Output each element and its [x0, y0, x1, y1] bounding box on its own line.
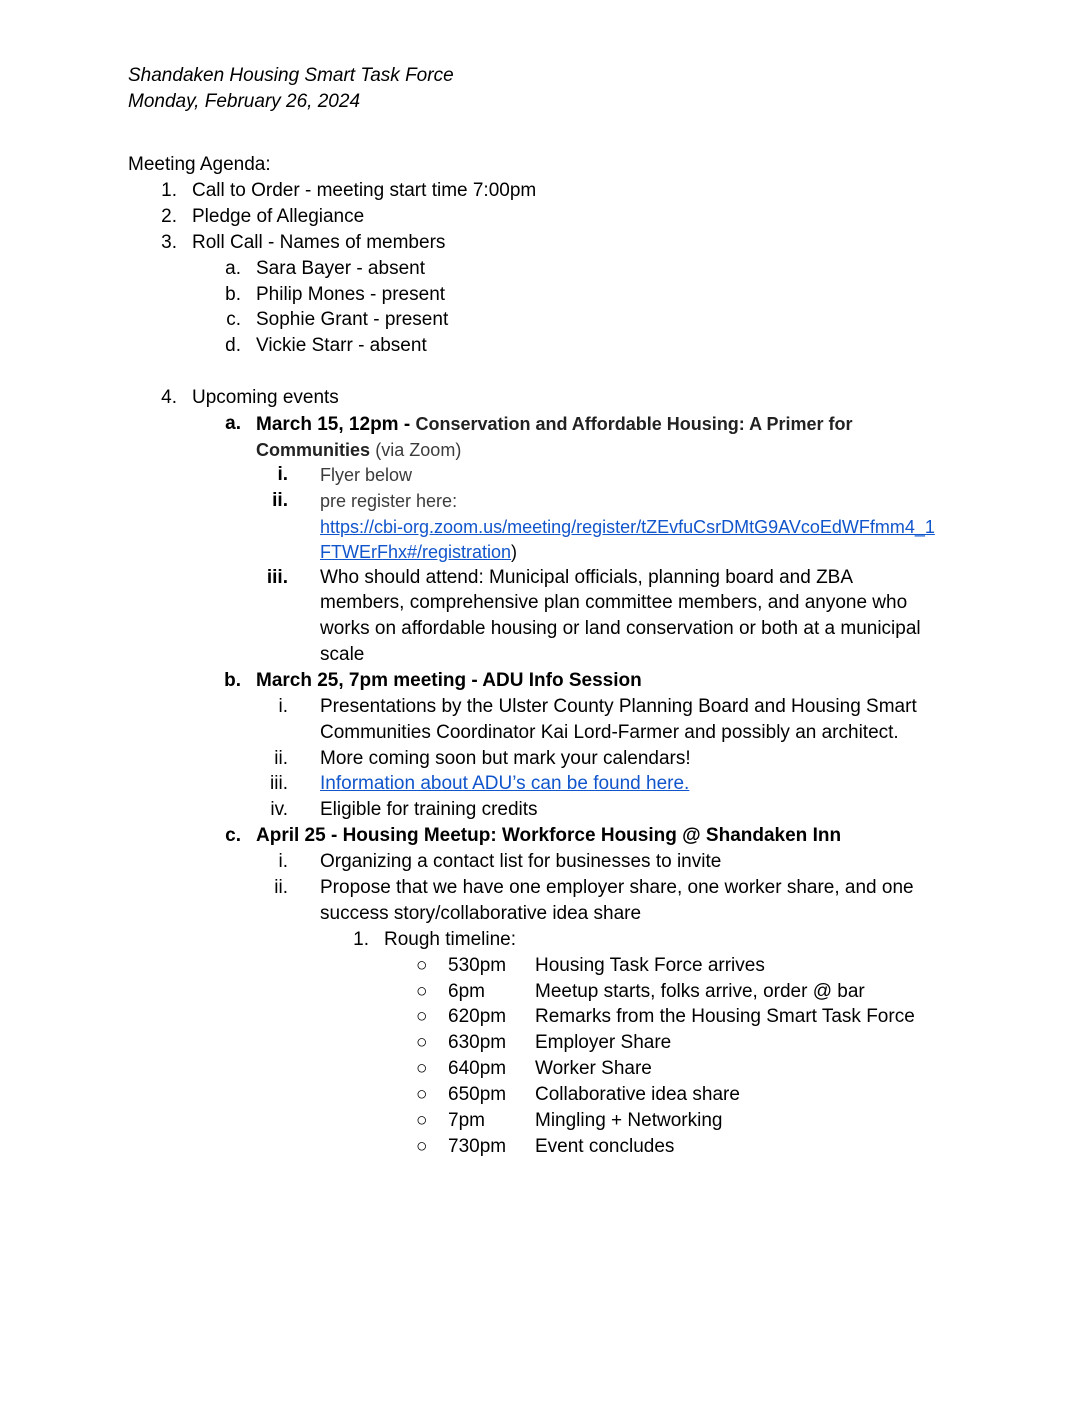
event-a-when: March 15, 12pm -	[256, 414, 411, 435]
list-marker: d.	[225, 335, 241, 356]
list-marker: 4.	[161, 387, 177, 408]
list-marker: ii.	[274, 748, 288, 769]
list-marker: 3.	[161, 232, 177, 253]
list-marker: i.	[278, 851, 288, 872]
event-c-contact-list: Organizing a contact list for businesses to invite	[320, 851, 722, 872]
event-a-title: Conservation and Affordable Housing: A Primer for	[415, 414, 853, 434]
agenda-item-upcoming-events: Upcoming events	[192, 387, 339, 408]
list-marker: ii.	[274, 877, 288, 898]
list-marker: i.	[277, 464, 288, 485]
timeline-desc: Worker Share	[535, 1058, 652, 1079]
timeline-desc: Employer Share	[535, 1032, 672, 1053]
timeline-heading: Rough timeline:	[384, 929, 517, 950]
bullet-icon: ○	[416, 955, 428, 976]
bullet-icon: ○	[416, 1084, 428, 1105]
timeline-desc: Event concludes	[535, 1136, 675, 1157]
member-item: Philip Mones - present	[256, 284, 446, 305]
member-item: Sara Bayer - absent	[256, 258, 425, 279]
event-a-register-label: pre register here:	[320, 491, 458, 511]
list-marker: b.	[224, 670, 241, 691]
timeline-time: 7pm	[448, 1110, 485, 1131]
event-b-adu-info	[320, 771, 689, 797]
bullet-icon: ○	[416, 981, 428, 1002]
timeline-time: 6pm	[448, 981, 485, 1002]
event-a-flyer: Flyer below	[320, 465, 413, 485]
member-item: Sophie Grant - present	[256, 309, 449, 330]
agenda-item-roll-call: Roll Call - Names of members	[192, 232, 446, 253]
timeline-time: 730pm	[448, 1136, 507, 1157]
event-a-register-link-line2	[320, 539, 517, 565]
list-marker: c.	[226, 309, 241, 330]
event-c-title: April 25 - Housing Meetup: Workforce Housing @ Shandaken Inn	[256, 825, 842, 846]
agenda-heading: Meeting Agenda:	[128, 154, 271, 175]
register-link[interactable]: https://cbi-org.zoom.us/meeting/register/tZEvfuCsrDMtG9AVcoEdWFfmm4_1	[320, 517, 935, 537]
bullet-icon: ○	[416, 1058, 428, 1079]
agenda-item-pledge: Pledge of Allegiance	[192, 206, 365, 227]
event-b-coming-soon: More coming soon but mark your calendars!	[320, 748, 691, 769]
timeline-time: 620pm	[448, 1006, 507, 1027]
list-marker: iv.	[270, 799, 288, 820]
list-marker: 1.	[161, 180, 177, 201]
timeline-time: 640pm	[448, 1058, 507, 1079]
timeline-time: 530pm	[448, 955, 507, 976]
list-marker: b.	[225, 284, 241, 305]
list-marker: 2.	[161, 206, 177, 227]
list-marker: i.	[278, 696, 288, 717]
event-a-heading-line2	[256, 437, 461, 464]
register-link-cont[interactable]: FTWErFhx#/registration	[320, 542, 512, 562]
event-a-via: (via Zoom)	[375, 440, 462, 460]
bullet-icon: ○	[416, 1006, 428, 1027]
timeline-desc: Meetup starts, folks arrive, order @ bar	[535, 981, 865, 1002]
event-b-presentations-line: Communities Coordinator Kai Lord-Farmer and possibly an architect.	[320, 722, 899, 743]
event-c-propose-line: success story/collaborative idea share	[320, 903, 642, 924]
list-marker: iii.	[266, 567, 288, 588]
event-b-credits: Eligible for training credits	[320, 799, 538, 820]
list-marker: 1.	[353, 929, 369, 950]
timeline-desc: Remarks from the Housing Smart Task Force	[535, 1006, 915, 1027]
agenda-item-call-to-order: Call to Order - meeting start time 7:00pm	[192, 180, 537, 201]
timeline-desc: Collaborative idea share	[535, 1084, 740, 1105]
event-b-title: March 25, 7pm meeting - ADU Info Session	[256, 670, 642, 691]
meeting-date: Monday, February 26, 2024	[128, 91, 361, 112]
list-marker: c.	[225, 825, 241, 846]
bullet-icon: ○	[416, 1032, 428, 1053]
event-a-heading	[256, 411, 853, 438]
list-marker: ii.	[272, 490, 288, 511]
timeline-desc: Mingling + Networking	[535, 1110, 723, 1131]
event-a-title-cont: Communities	[256, 440, 371, 460]
document-title: Shandaken Housing Smart Task Force	[128, 65, 454, 86]
close-paren: )	[511, 542, 518, 562]
event-a-register-link-line1	[320, 514, 935, 540]
adu-info-link[interactable]: Information about ADU’s can be found here.	[320, 773, 690, 794]
timeline-time: 650pm	[448, 1084, 507, 1105]
timeline-desc: Housing Task Force arrives	[535, 955, 765, 976]
event-a-audience-line: members, comprehensive plan committee members, and anyone who	[320, 592, 908, 613]
timeline-time: 630pm	[448, 1032, 507, 1053]
event-c-propose-line: Propose that we have one employer share, one worker share, and one	[320, 877, 914, 898]
member-item: Vickie Starr - absent	[256, 335, 427, 356]
bullet-icon: ○	[416, 1110, 428, 1131]
bullet-icon: ○	[416, 1136, 428, 1157]
event-a-audience-line: works on affordable housing or land conservation or both at a municipal	[320, 618, 921, 639]
list-marker: a.	[225, 258, 241, 279]
event-a-audience-line: Who should attend: Municipal officials, planning board and ZBA	[320, 567, 854, 588]
event-b-presentations-line: Presentations by the Ulster County Planning Board and Housing Smart	[320, 696, 917, 717]
list-marker: iii.	[270, 773, 288, 794]
list-marker: a.	[225, 413, 241, 434]
event-a-audience-line: scale	[320, 644, 365, 665]
